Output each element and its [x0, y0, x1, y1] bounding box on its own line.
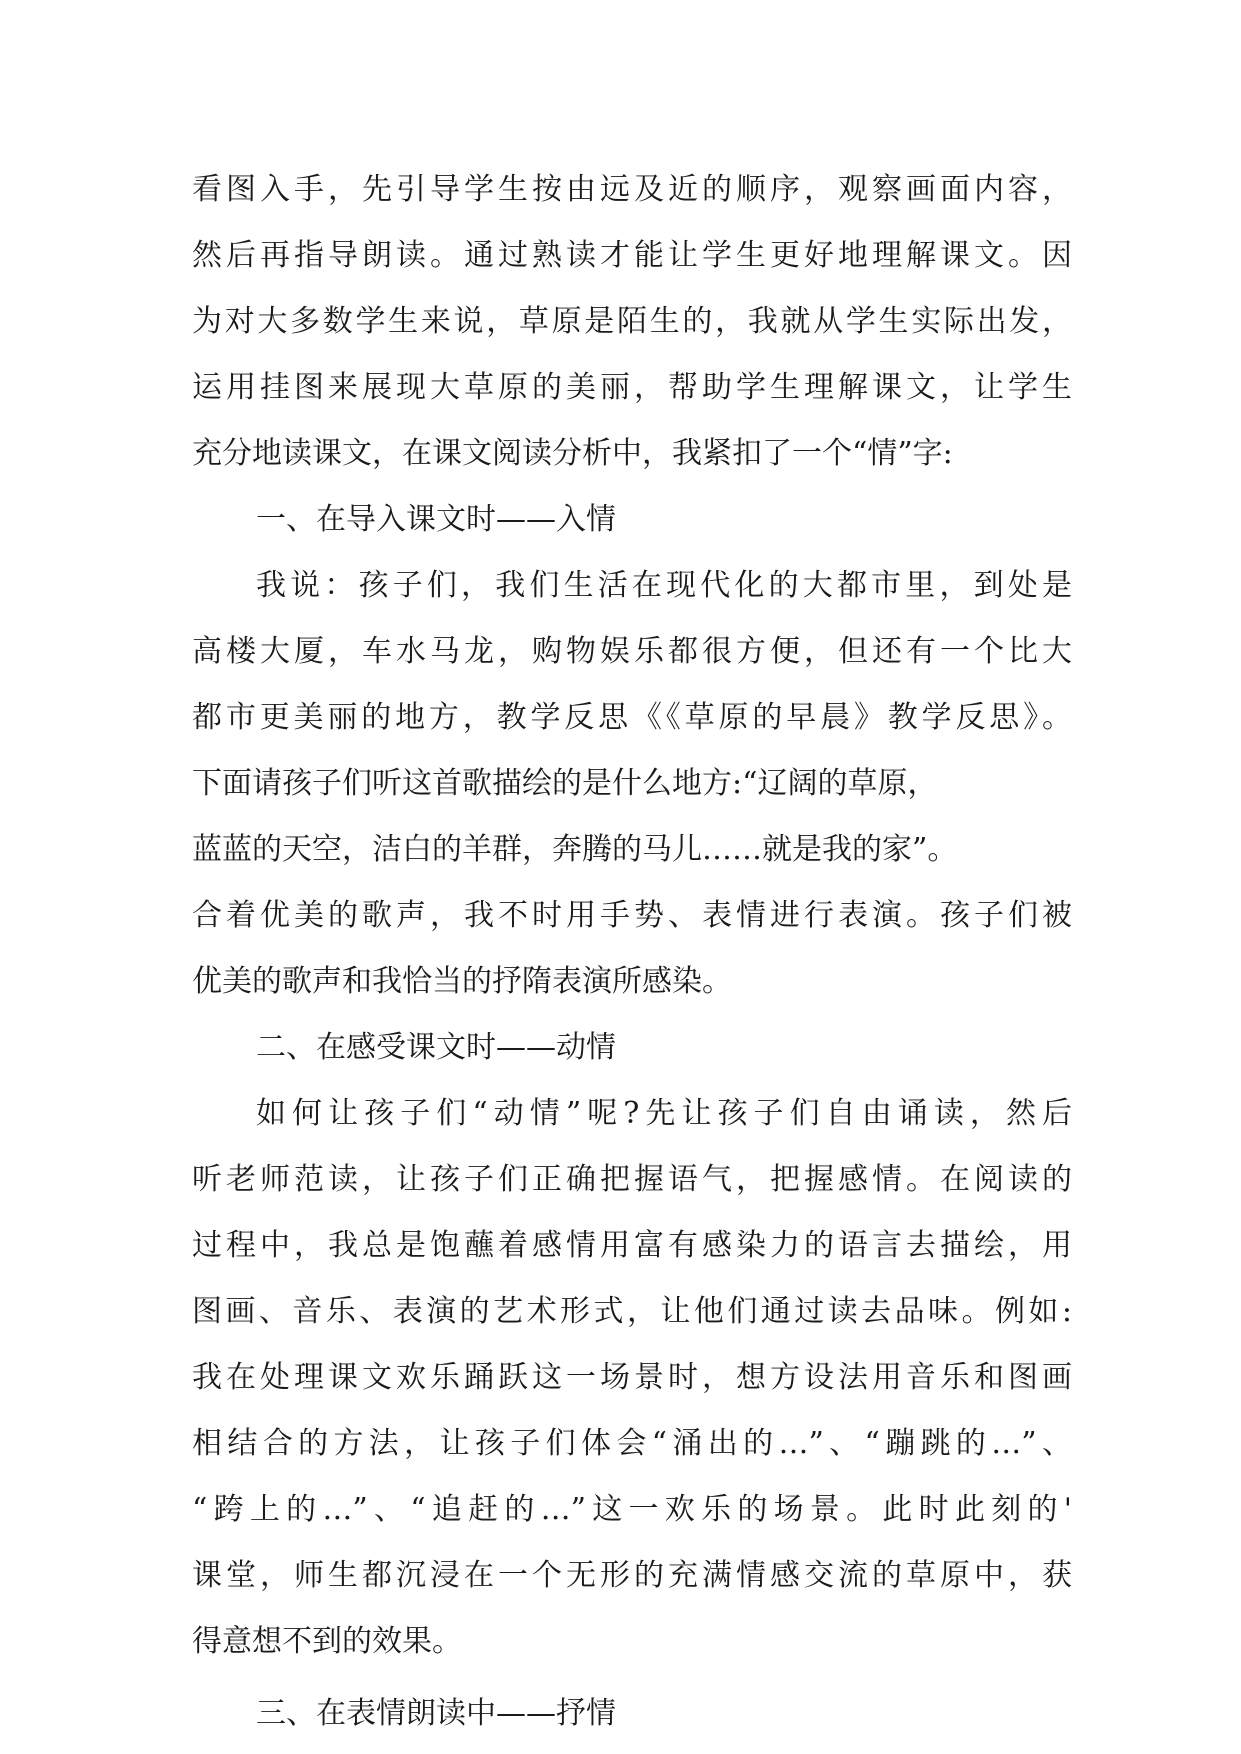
text-line: 如何让孩子们“动情”呢?先让孩子们自由诵读，然后 [256, 1096, 1072, 1131]
text-line: 看图入手，先引导学生按由远及近的顺序，观察画面内容， [192, 172, 1072, 207]
text-line: 高楼大厦，车水马龙，购物娱乐都很方便，但还有一个比大 [192, 634, 1072, 669]
text-line: “跨上的…”、“追赶的…”这一欢乐的场景。此时此刻的' [192, 1492, 1072, 1527]
text-line: 相结合的方法，让孩子们体会“涌出的…”、“蹦跳的…”、 [192, 1426, 1072, 1461]
text-line: 然后再指导朗读。通过熟读才能让学生更好地理解课文。因 [192, 238, 1072, 273]
section-heading: 二、在感受课文时——动情 [256, 1030, 616, 1065]
text-line: 过程中，我总是饱蘸着感情用富有感染力的语言去描绘，用 [192, 1228, 1072, 1263]
text-line: 我说：孩子们，我们生活在现代化的大都市里，到处是 [256, 568, 1072, 603]
text-line: 蓝蓝的天空，洁白的羊群，奔腾的马儿……就是我的家”。 [192, 832, 958, 867]
section-heading: 三、在表情朗读中——抒情 [256, 1696, 616, 1731]
text-line: 听老师范读，让孩子们正确把握语气，把握感情。在阅读的 [192, 1162, 1072, 1197]
text-line: 我在处理课文欢乐踊跃这一场景时，想方设法用音乐和图画 [192, 1360, 1072, 1395]
text-line: 得意想不到的效果。 [192, 1624, 462, 1659]
text-line: 课堂，师生都沉浸在一个无形的充满情感交流的草原中，获 [192, 1558, 1072, 1593]
text-line: 为对大多数学生来说，草原是陌生的，我就从学生实际出发， [192, 304, 1072, 339]
text-line: 充分地读课文，在课文阅读分析中，我紧扣了一个“情”字: [192, 436, 953, 471]
text-line: 优美的歌声和我恰当的抒隋表演所感染。 [192, 964, 732, 999]
text-line: 都市更美丽的地方，教学反思《《草原的早晨》教学反思》。 [192, 700, 1072, 735]
document-body [192, 157, 1072, 1747]
text-line: 运用挂图来展现大草原的美丽，帮助学生理解课文，让学生 [192, 370, 1072, 405]
section-heading: 一、在导入课文时——入情 [256, 502, 616, 537]
text-line: 图画、音乐、表演的艺术形式，让他们通过读去品味。例如: [192, 1294, 1072, 1329]
text-line: 合着优美的歌声，我不时用手势、表情进行表演。孩子们被 [192, 898, 1072, 933]
text-line: 下面请孩子们听这首歌描绘的是什么地方:“辽阔的草原， [192, 766, 938, 801]
